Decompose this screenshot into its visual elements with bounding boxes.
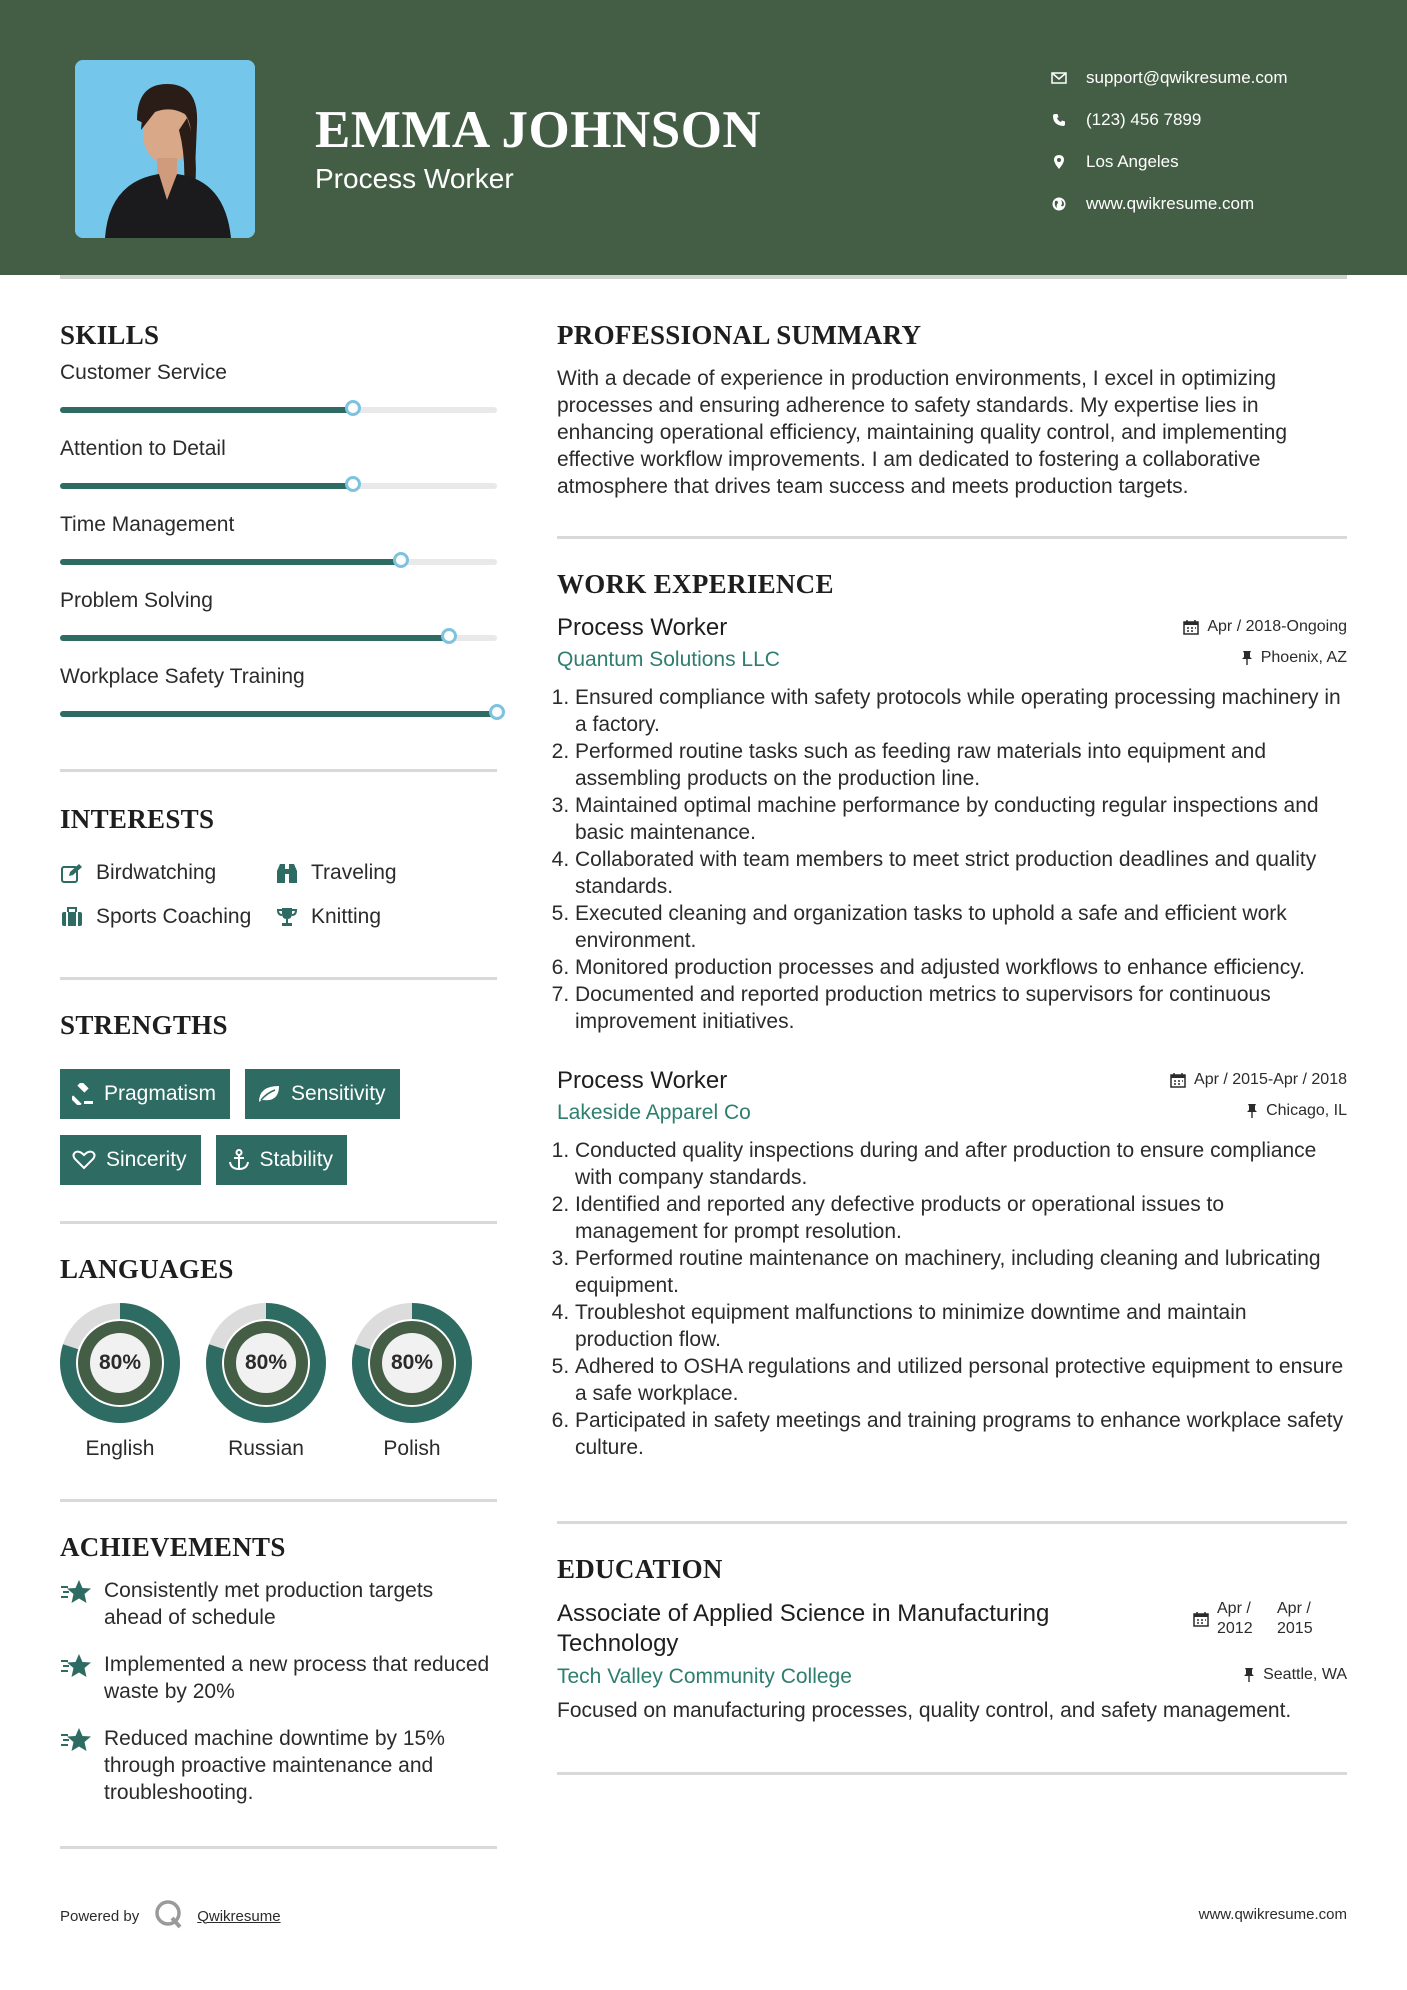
summary-heading: PROFESSIONAL SUMMARY	[557, 320, 922, 350]
job-title: Process Worker	[557, 614, 728, 641]
duty-item: 4. Collaborated with team members to meet strict production deadlines and quality standards.	[575, 846, 1347, 900]
duty-item: 3. Performed routine maintenance on machinery, including cleaning and lubricating equipment.	[575, 1245, 1347, 1299]
duty-item: 1. Conducted quality inspections during and after production to ensure compliance with company standards.	[575, 1137, 1347, 1191]
section-divider	[60, 1221, 497, 1224]
job-dates-text: Apr / 2018-Ongoing	[1207, 618, 1347, 635]
education-start	[1217, 1599, 1277, 1639]
contact-website[interactable]	[1050, 183, 1288, 225]
language-ring	[352, 1303, 472, 1423]
edit-icon	[60, 863, 84, 883]
company-name: Quantum Solutions LLC	[557, 648, 780, 671]
education-subheader	[557, 1665, 1347, 1689]
language-name: Polish	[383, 1437, 441, 1460]
duty-item: 7. Documented and reported production metrics to supervisors for continuous improvement initiatives.	[575, 981, 1347, 1035]
job-title: Process Worker	[557, 1067, 728, 1094]
job-location	[1241, 649, 1347, 667]
contact-email[interactable]	[1050, 57, 1288, 99]
language-name: English	[85, 1437, 155, 1460]
website-text: www.qwikresume.com	[1086, 194, 1255, 213]
star-icon	[60, 1651, 94, 1705]
strength-label: Sensitivity	[291, 1082, 386, 1105]
duty-item: 5. Executed cleaning and organization tasks to uphold a safe and efficient work environment.	[575, 900, 1347, 954]
job-duties	[557, 684, 1347, 1035]
education-end	[1277, 1599, 1327, 1639]
strength-tag	[216, 1135, 348, 1185]
interest-label: Birdwatching	[96, 861, 217, 884]
languages-heading: LANGUAGES	[60, 1254, 234, 1284]
job-location-text: Chicago, IL	[1266, 1102, 1347, 1119]
education-location-text: Seattle, WA	[1263, 1666, 1347, 1683]
email-text: support@qwikresume.com	[1086, 68, 1288, 87]
phone-icon	[1050, 113, 1068, 127]
strength-tag	[60, 1069, 230, 1119]
section-divider	[557, 1772, 1347, 1775]
star-icon	[60, 1577, 94, 1631]
profile-photo	[75, 60, 255, 238]
strength-tag	[60, 1135, 201, 1185]
star-icon	[60, 1725, 94, 1806]
strength-label: Sincerity	[106, 1148, 187, 1171]
duty-item: 2. Identified and reported any defective products or operational issues to management for prompt resolution.	[575, 1191, 1347, 1245]
qwikresume-logo-icon	[153, 1898, 185, 1934]
contact-location	[1050, 141, 1288, 183]
gavel-icon	[72, 1083, 94, 1105]
language-percent: 80%	[390, 1351, 434, 1374]
achievements-heading: ACHIEVEMENTS	[60, 1532, 286, 1562]
strengths-heading: STRENGTHS	[60, 1010, 228, 1040]
job-duties	[557, 1137, 1347, 1461]
strengths-section	[60, 1010, 497, 1185]
education-dates	[1193, 1599, 1327, 1659]
language-item	[60, 1303, 180, 1461]
education-header	[557, 1599, 1347, 1659]
pushpin-icon	[1246, 1103, 1258, 1119]
interest-label: Traveling	[311, 861, 397, 884]
section-divider	[60, 1499, 497, 1502]
skill-name: Time Management	[60, 513, 235, 536]
header-divider	[60, 275, 1347, 279]
calendar-icon	[1183, 619, 1199, 635]
education-end-month: Apr /	[1277, 1600, 1311, 1617]
interest-item	[275, 905, 495, 929]
achievement-text: Implemented a new process that reduced waste by 20%	[104, 1653, 490, 1703]
job-entry	[557, 614, 1347, 1035]
skill-bar-knob	[489, 704, 505, 720]
duty-item: 4. Troubleshot equipment malfunctions to minimize downtime and maintain production flow.	[575, 1299, 1347, 1353]
language-item	[206, 1303, 326, 1461]
skill-item	[60, 541, 497, 617]
skill-name: Workplace Safety Training	[60, 665, 305, 688]
languages-section	[60, 1254, 497, 1461]
language-name: Russian	[228, 1437, 304, 1460]
interests-section	[60, 804, 497, 929]
job-subheader	[557, 1101, 1347, 1125]
calendar-icon	[1193, 1611, 1209, 1627]
experience-section	[557, 569, 1347, 1461]
strengths-list	[60, 1069, 497, 1185]
section-divider	[557, 1521, 1347, 1524]
achievements-section	[60, 1532, 497, 1806]
interests-list	[60, 861, 497, 929]
resume-header	[0, 0, 1407, 275]
skill-name: Problem Solving	[60, 589, 213, 612]
skill-bar	[60, 711, 497, 717]
right-column	[557, 320, 1347, 1775]
footer-website[interactable]: www.qwikresume.com	[1198, 1906, 1347, 1923]
degree-title: Associate of Applied Science in Manufacturing Technology	[557, 1600, 1050, 1657]
skill-item	[60, 465, 497, 541]
job-entry	[557, 1067, 1347, 1461]
contact-list	[1050, 57, 1288, 225]
phone-text: (123) 456 7899	[1086, 110, 1202, 129]
location-text: Los Angeles	[1086, 152, 1179, 171]
languages-list	[60, 1303, 497, 1461]
trophy-icon	[275, 907, 299, 927]
pushpin-icon	[1241, 650, 1253, 666]
skill-item	[60, 313, 497, 389]
interest-label: Knitting	[311, 905, 382, 928]
candidate-name: EMMA JOHNSON	[315, 101, 762, 159]
strength-label: Pragmatism	[104, 1082, 217, 1105]
duty-item: 6. Participated in safety meetings and training programs to enhance workplace safety culture.	[575, 1407, 1347, 1461]
duty-item: 2. Performed routine tasks such as feeding raw materials into equipment and assembling products on the production line.	[575, 738, 1347, 792]
interests-heading: INTERESTS	[60, 804, 215, 834]
achievement-item	[60, 1577, 497, 1631]
duty-item: 5. Adhered to OSHA regulations and utilized personal protective equipment to ensure a safe workplace.	[575, 1353, 1347, 1407]
school-name: Tech Valley Community College	[557, 1665, 852, 1688]
left-column	[60, 320, 497, 1849]
skill-name: Attention to Detail	[60, 437, 226, 460]
candidate-title: Process Worker	[315, 163, 514, 194]
calendar-icon	[1170, 1072, 1186, 1088]
education-description: Focused on manufacturing processes, quality control, and safety management.	[557, 1699, 1292, 1722]
language-ring	[60, 1303, 180, 1423]
strength-tag	[245, 1069, 400, 1119]
job-dates	[1170, 1071, 1347, 1089]
qwikresume-link[interactable]: Qwikresume	[197, 1907, 281, 1925]
job-location	[1246, 1102, 1347, 1120]
job-header	[557, 1067, 1347, 1095]
education-location	[1243, 1666, 1347, 1684]
section-divider	[557, 536, 1347, 539]
achievement-item	[60, 1725, 497, 1806]
interest-item	[275, 861, 495, 885]
section-divider	[60, 977, 497, 980]
anchor-icon	[228, 1149, 250, 1171]
footer-powered-by	[60, 1898, 281, 1934]
skill-name: Customer Service	[60, 361, 227, 384]
section-divider	[60, 1846, 497, 1849]
language-ring	[206, 1303, 326, 1423]
skill-item	[60, 617, 497, 693]
duty-item: 3. Maintained optimal machine performance by conducting regular inspections and basic maintenance.	[575, 792, 1347, 846]
binoculars-icon	[275, 863, 299, 883]
interest-item	[60, 905, 275, 929]
contact-phone[interactable]	[1050, 99, 1288, 141]
summary-section	[557, 320, 1347, 500]
job-dates-text: Apr / 2015-Apr / 2018	[1194, 1071, 1347, 1088]
language-item	[352, 1303, 472, 1461]
envelope-icon	[1050, 72, 1068, 84]
achievement-item	[60, 1651, 497, 1705]
achievement-text: Consistently met production targets ahead of schedule	[104, 1579, 434, 1629]
education-start-year: 2012	[1217, 1620, 1253, 1637]
language-percent: 80%	[98, 1351, 142, 1374]
interest-label: Sports Coaching	[96, 905, 252, 928]
education-section	[557, 1554, 1347, 1724]
job-header	[557, 614, 1347, 642]
experience-heading: WORK EXPERIENCE	[557, 569, 834, 599]
job-dates	[1183, 618, 1347, 636]
pushpin-icon	[1243, 1667, 1255, 1683]
skill-list	[60, 313, 497, 693]
education-end-year: 2015	[1277, 1620, 1313, 1637]
skill-bar-fill	[60, 711, 497, 717]
education-heading: EDUCATION	[557, 1554, 723, 1584]
briefcase-icon	[60, 907, 84, 927]
job-subheader	[557, 648, 1347, 672]
company-name: Lakeside Apparel Co	[557, 1101, 751, 1124]
skills-section	[60, 320, 497, 693]
job-location-text: Phoenix, AZ	[1260, 649, 1347, 666]
achievement-text: Reduced machine downtime by 15% through proactive maintenance and troubleshooting.	[104, 1727, 445, 1804]
leaf-icon	[257, 1084, 281, 1104]
education-start-month: Apr /	[1217, 1600, 1251, 1617]
section-divider	[60, 769, 497, 772]
strength-label: Stability	[259, 1148, 334, 1171]
globe-icon	[1050, 197, 1068, 211]
skill-item	[60, 389, 497, 465]
heart-icon	[72, 1150, 96, 1170]
duty-item: 1. Ensured compliance with safety protocols while operating processing machinery in a factory.	[575, 684, 1347, 738]
language-percent: 80%	[244, 1351, 288, 1374]
skills-heading: SKILLS	[60, 320, 160, 350]
duty-item: 6. Monitored production processes and adjusted workflows to enhance efficiency.	[575, 954, 1347, 981]
summary-text: With a decade of experience in production environments, I excel in optimizing processes and ensuring adherence to safety standards. My expertise lies in enhancing operational efficiency, maintaining quality control, and implementing effective workflow improvements. I am dedicated to fostering a collaborative atmosphere that drives team success and meets production targets.	[557, 367, 1288, 498]
powered-by-text: Powered by	[60, 1907, 140, 1925]
interest-item	[60, 861, 275, 885]
location-pin-icon	[1050, 155, 1068, 169]
